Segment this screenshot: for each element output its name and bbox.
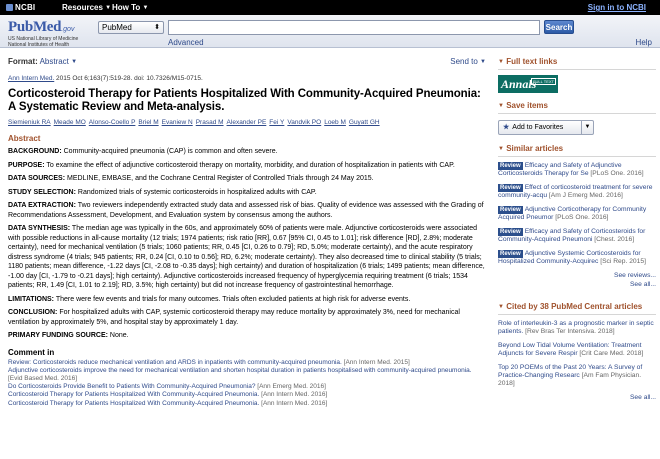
section-label: CONCLUSION: xyxy=(8,309,58,316)
add-to-favorites-label: Add to Favorites xyxy=(512,124,564,131)
format-menu[interactable] xyxy=(8,57,77,66)
cited-article-source: [Crit Care Med. 2018] xyxy=(577,350,644,357)
comment-item[interactable] xyxy=(8,391,486,399)
similar-article-source: [Am J Emerg Med. 2016] xyxy=(547,192,623,199)
author-link[interactable]: Briel M xyxy=(138,119,159,126)
similar-article-item[interactable] xyxy=(498,228,656,244)
abstract-section xyxy=(8,174,486,184)
author-link[interactable]: Alonso-Coello P xyxy=(88,119,136,126)
howto-label: How To xyxy=(112,3,141,12)
review-badge: Review xyxy=(500,207,521,213)
author-link[interactable]: Siemieniuk RA xyxy=(8,119,51,126)
comment-item[interactable] xyxy=(8,383,486,391)
section-label: DATA SYNTHESIS: xyxy=(8,225,71,232)
save-items-heading[interactable] xyxy=(498,101,656,114)
comment-source: [Ann Intern Med. 2016] xyxy=(259,391,328,399)
comment-source: [Ann Intern Med. 2016] xyxy=(259,399,328,407)
comment-source: [Ann Emerg Med. 2016] xyxy=(255,383,326,391)
cited-by-label: Cited by 38 PubMed Central articles xyxy=(506,302,643,311)
abstract-section xyxy=(8,147,486,157)
send-to-menu[interactable] xyxy=(450,57,486,66)
similar-article-title[interactable]: Effect of corticosteroid treatment for severe community-acqu xyxy=(498,184,653,199)
format-label: Format: xyxy=(8,57,38,66)
comment-link[interactable]: Corticosteroid Therapy for Patients Hospitalized With Community-Acquired Pneumonia. xyxy=(8,391,260,399)
cited-article-item[interactable] xyxy=(498,364,656,388)
similar-articles-list xyxy=(498,162,656,266)
author-link[interactable]: Fei Y xyxy=(269,119,285,126)
full-text-links-heading[interactable] xyxy=(498,57,656,70)
section-text: MEDLINE, EMBASE, and the Cochrane Central Register of Controlled Trials through 24 May 2015. xyxy=(65,175,374,182)
chevron-down-icon: ▼ xyxy=(498,103,504,109)
ncbi-topbar xyxy=(0,0,660,15)
logo-sub-nlm: US National Library of Medicine xyxy=(8,36,79,42)
see-all-cited-link[interactable]: See all... xyxy=(629,394,656,401)
section-label: DATA EXTRACTION: xyxy=(8,202,76,209)
review-badge: Review xyxy=(500,185,521,191)
author-list xyxy=(8,119,486,126)
cited-article-title[interactable]: Top 20 POEMs of the Past 20 Years: A Survey of Practice-Changing Researc xyxy=(498,364,643,379)
see-all-similar-link[interactable]: See all... xyxy=(629,281,656,288)
search-header xyxy=(0,15,660,48)
author-link[interactable]: Evaniew N xyxy=(161,119,193,126)
database-select[interactable] xyxy=(98,21,164,34)
format-value: Abstract xyxy=(39,57,69,66)
similar-article-item[interactable] xyxy=(498,250,656,266)
chevron-down-icon: ⬍ xyxy=(154,24,160,31)
section-label: LIMITATIONS: xyxy=(8,295,55,303)
comment-item[interactable] xyxy=(8,400,486,408)
sign-in-link[interactable]: Sign in to NCBI xyxy=(587,3,646,12)
similar-article-source: [Sci Rep. 2015] xyxy=(598,258,646,265)
similar-article-item[interactable] xyxy=(498,206,656,222)
comment-item[interactable] xyxy=(8,359,486,367)
article-title: Corticosteroid Therapy for Patients Hospitalized With Community-Acquired Pneumonia: A Systematic Review and Meta-analysis. xyxy=(8,88,481,113)
section-label: PRIMARY FUNDING SOURCE: xyxy=(8,332,108,339)
annals-full-text-button[interactable] xyxy=(498,75,558,93)
similar-articles-label: Similar articles xyxy=(506,144,564,153)
logo-gov: .gov xyxy=(61,26,75,33)
logo-word: PubMed xyxy=(8,19,62,35)
abstract-section xyxy=(8,308,486,327)
similar-articles-heading[interactable] xyxy=(498,144,656,157)
ncbi-label: NCBI xyxy=(15,3,36,12)
author-link[interactable]: Vandvik PO xyxy=(287,119,322,126)
chevron-down-icon: ▼ xyxy=(71,59,78,65)
chevron-down-icon[interactable]: ▼ xyxy=(581,121,593,134)
citation-line xyxy=(8,75,486,82)
section-text: Community-acquired pneumonia (CAP) is common and often severe. xyxy=(61,148,278,155)
author-link[interactable]: Alexander PE xyxy=(226,119,267,126)
howto-menu[interactable] xyxy=(112,3,148,12)
similar-article-item[interactable] xyxy=(498,162,656,178)
database-select-value: PubMed xyxy=(102,23,132,32)
abstract-section xyxy=(8,201,486,220)
abstract-section xyxy=(8,161,486,171)
abstract-section xyxy=(8,331,486,341)
author-link[interactable]: Guyatt GH xyxy=(348,119,380,126)
article-main xyxy=(8,75,486,408)
chevron-down-icon: ▼ xyxy=(105,5,112,11)
full-text-badge: FULL TEXT xyxy=(533,79,554,84)
section-text: Randomized trials of systemic corticosteroids in hospitalized adults with CAP. xyxy=(75,188,317,196)
section-label: STUDY SELECTION: xyxy=(8,188,76,196)
search-button[interactable]: Search xyxy=(544,20,574,34)
cited-article-item[interactable] xyxy=(498,320,656,336)
similar-article-source: [PLoS One. 2016] xyxy=(553,214,609,221)
section-label: DATA SOURCES: xyxy=(8,175,66,182)
ncbi-logo-icon xyxy=(6,4,13,11)
see-reviews-link[interactable]: See reviews... xyxy=(614,272,656,279)
review-badge: Review xyxy=(500,251,521,257)
full-text-links-label: Full text links xyxy=(506,57,558,66)
comment-link[interactable]: Do Corticosteroids Provide Benefit to Patients With Community-Acquired Pneumonia? xyxy=(8,383,256,391)
author-link[interactable]: Meade MO xyxy=(53,119,86,126)
annals-logo-word: Annals xyxy=(501,77,537,91)
advanced-search-link[interactable]: Advanced xyxy=(168,38,204,47)
chevron-down-icon: ▼ xyxy=(498,304,504,310)
section-text: The median age was typically in the 60s, and approximately 60% of patients were male. Adjunctive corticosteroids were associated with possible reductions in all-cause mortality (12 trials; 1974 patients; risk ratio [RR], 0.67 [95% CI, 0.45 to 1.01]; risk difference [RD], 2.8%; moderate certainty), need for mechanical ventilation (5 trials; 1060 patients; RR, 0.45 [CI, 0.26 to 0.79]; RD, 5.0%; moderate certainty), and the acute respiratory distress syndrome (4 trials; 945 patients; RR, 0.24 [CI, 0.10 to 0.56]; RD, 6.2%; moderate certainty). They also decreased time to clinical stability (5 trials; 1180 patients; mean difference, -1.22 days [CI, -2.08 to -0.35 days]; high certainty) and duration of hospitalization (6 trials; 1499 patients; mean difference, -1.00 day [CI, -1.79 to -0.21 days]; high certainty). Adjunctive corticosteroids increased frequency of hyperglycemia requiring treatment (6 trials; 1534 patients; RR, 1.49 [CI, 1.01 to 2.19]; RD, 3.5%; high certainty) but did not increase frequency of gastrointestinal hemorrhage. xyxy=(8,225,485,289)
send-to-label: Send to xyxy=(450,57,478,66)
review-badge: Review xyxy=(500,229,521,235)
logo-sub-nih: National Institutes of Health xyxy=(8,42,70,48)
chevron-down-icon: ▼ xyxy=(142,5,149,11)
section-text: There were few events and trials for many outcomes. Trials often excluded patients at high risk for adverse events. xyxy=(54,295,411,303)
cited-article-source: [Am Fam Physician. 2018] xyxy=(498,372,642,387)
cited-article-title[interactable]: Beyond Low Tidal Volume Ventilation: Treatment Adjuncts for Severe Respir xyxy=(498,342,642,357)
results-toolbar xyxy=(0,57,490,69)
similar-article-title[interactable]: Adjunctive Systemic Corticosteroids for Hospitalized Community-Acquirec xyxy=(498,250,641,265)
comment-source: [Ann Intern Med. 2015] xyxy=(341,358,410,366)
cited-by-list xyxy=(498,320,656,388)
save-items-label: Save items xyxy=(506,101,548,110)
section-text: For hospitalized adults with CAP, systemic corticosteroid therapy may reduce mortality by approximately 3%, need for mechanical ventilation by approximately 5%, and hospital stay by approximately 1 day. xyxy=(8,309,460,326)
star-icon: ★ xyxy=(503,124,510,131)
author-link[interactable]: Loeb M xyxy=(324,119,346,126)
help-link[interactable]: Help xyxy=(635,38,652,47)
section-text: None. xyxy=(107,332,129,339)
comment-item[interactable] xyxy=(8,367,486,383)
cited-article-source: [Rev Bras Ter Intensiva. 2018] xyxy=(523,328,615,335)
similar-article-title[interactable]: Efficacy and Safety of Adjunctive Corticosteroids Therapy for Se xyxy=(498,162,622,177)
resources-menu[interactable] xyxy=(62,3,111,12)
section-text: To examine the effect of adjunctive corticosteroid therapy on mortality, morbidity, and duration of hospitalization in patients with CAP. xyxy=(44,161,455,169)
comment-link[interactable]: Adjunctive corticosteroids improve the need for mechanical ventilation and shorten hospital duration in patients hospitalised with community-acquired pneumonia. xyxy=(8,366,472,374)
similar-article-source: [PLoS One. 2016] xyxy=(588,170,644,177)
similar-article-title[interactable]: Adjunctive Corticotherapy for Community Acquired Pneumor xyxy=(498,206,647,221)
chevron-down-icon: ▼ xyxy=(480,59,486,65)
comment-link[interactable]: Review: Corticosteroids reduce mechanical ventilation and ARDS in inpatients with community-acquired pneumonia. xyxy=(8,358,342,366)
section-label: BACKGROUND: xyxy=(8,148,62,155)
citation-text: 2015 Oct 6;163(7):519-28. doi: 10.7326/M15-0715. xyxy=(54,75,203,82)
comment-source: [Evid Based Med. 2016] xyxy=(8,374,78,382)
section-label: PURPOSE: xyxy=(8,161,45,169)
abstract-body xyxy=(8,147,486,341)
chevron-down-icon: ▼ xyxy=(498,59,504,65)
comment-link[interactable]: Corticosteroid Therapy for Patients Hospitalized With Community-Acquired Pneumonia. xyxy=(8,399,260,407)
right-sidebar xyxy=(498,57,656,401)
similar-article-source: [Chest. 2016] xyxy=(592,236,635,243)
abstract-heading: Abstract xyxy=(8,134,41,143)
section-text: Two reviewers independently extracted study data and assessed risk of bias. Quality of evidence was assessed with the Grading of Recommendations Assessment, Development, and Evaluation system by consensus among the authors. xyxy=(8,202,484,219)
add-to-favorites-button[interactable] xyxy=(498,120,594,135)
abstract-section xyxy=(8,188,486,198)
similar-article-title[interactable]: Efficacy and Safety of Corticosteroids for Community-Acquired Pneumoni xyxy=(498,228,646,243)
search-input[interactable] xyxy=(168,20,540,35)
comment-list xyxy=(8,359,486,408)
author-link[interactable]: Prasad M xyxy=(195,119,224,126)
resources-label: Resources xyxy=(62,3,103,12)
abstract-section xyxy=(8,224,486,291)
pubmed-logo[interactable] xyxy=(8,19,78,48)
review-badge: Review xyxy=(500,163,521,169)
cited-by-heading[interactable] xyxy=(498,302,656,315)
chevron-down-icon: ▼ xyxy=(498,146,504,152)
ncbi-home-link[interactable] xyxy=(6,3,35,12)
cited-article-title[interactable]: Role of interleukin-3 as a prognostic marker in septic patients. xyxy=(498,320,654,335)
similar-article-item[interactable] xyxy=(498,184,656,200)
abstract-section xyxy=(8,295,486,305)
comment-in-heading: Comment in xyxy=(8,347,55,357)
cited-article-item[interactable] xyxy=(498,342,656,358)
journal-link[interactable]: Ann Intern Med. xyxy=(8,75,55,82)
